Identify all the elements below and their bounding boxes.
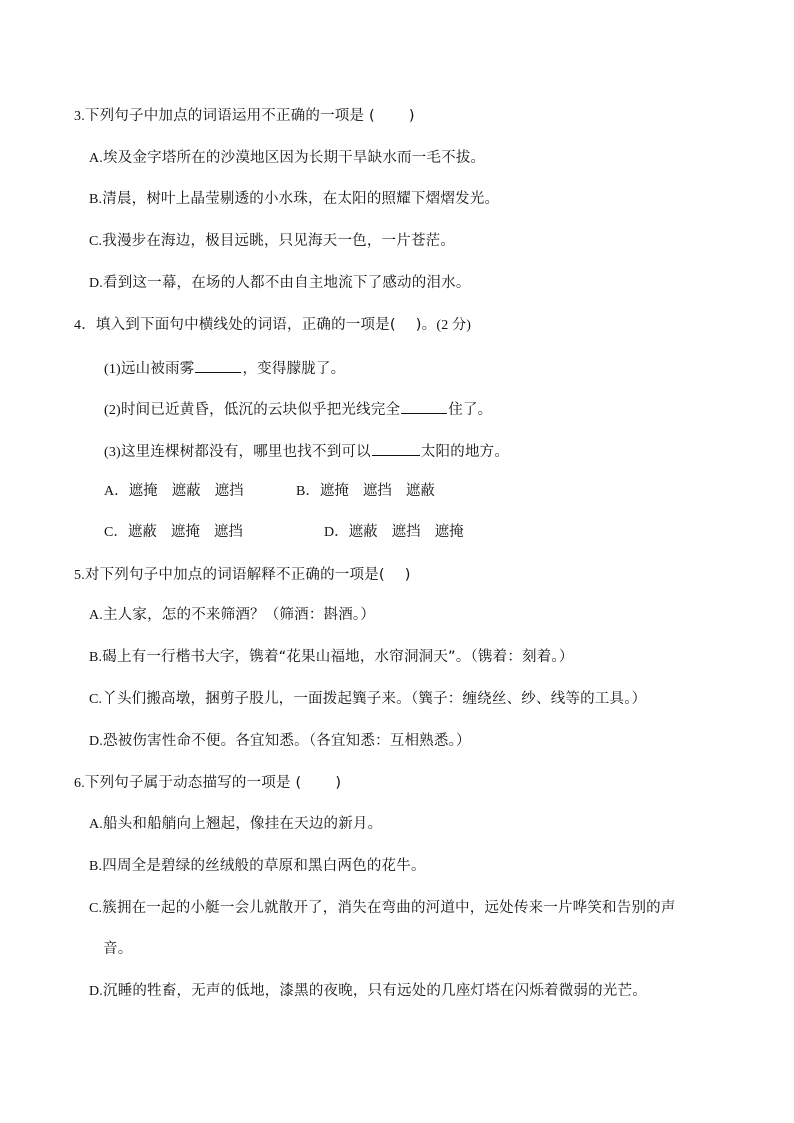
fill-blank [372,441,420,456]
q6-option-d [89,982,647,1001]
question-number: 3. [74,109,85,124]
question-text: ．填入到下面句中横线处的词语，正确的一项是( [81,317,396,333]
choice-letter: D [324,525,335,540]
option-letter: A. [89,817,104,832]
choice-word: 遮挡 [391,524,421,540]
question-text: 下列句子中加点的词语运用不正确的一项是 ( [84,108,375,124]
option-text: 看到这一幕，在场的人都不由自主地流下了感动的泪水。 [103,275,471,291]
choice-word: 遮挡 [214,483,244,499]
fill-blank [401,399,447,414]
choice-word: 遮掩 [434,524,464,540]
q4-choice-c [104,523,243,542]
choice-letter: C [104,525,114,540]
question-6-stem [74,774,341,793]
sentence-after: 住了。 [448,402,493,418]
option-letter: B. [89,192,103,207]
option-text: 埃及金字塔所在的沙漠地区因为长期干旱缺水而一毛不拔。 [103,150,486,166]
option-text: 恐被伤害性命不便。各宜知悉。（各宜知悉：互相熟悉。） [103,733,471,749]
question-text-end: ) [408,108,415,124]
question-text-end: )。 [415,317,437,333]
choice-word: 遮挡 [362,483,392,499]
q4-sentence-2 [104,399,492,420]
option-letter: B. [89,859,103,874]
question-text-end: ) [404,567,411,583]
option-text: 清晨，树叶上晶莹剔透的小水珠，在太阳的照耀下熠熠发光。 [102,191,500,207]
option-text: 主人家，怎的不来筛酒？（筛酒：斟酒。） [103,607,376,623]
choice-word: ．遮掩 [305,483,349,499]
choice-word: 遮蔽 [171,483,201,499]
option-text: 丫头们搬高墩，捆剪子股儿，一面拨起簨子来。（簨子：缠绕丝、纱、线等的工具。） [102,691,647,707]
choice-letter: A [104,484,115,499]
sentence-after: 太阳的地方。 [420,444,510,460]
choice-word: 遮挡 [213,524,243,540]
q5-option-c [89,690,646,709]
option-text: 簇拥在一起的小艇一会儿就散开了，消失在弯曲的河道中，远处传来一片哗笑和告别的声 [102,900,676,916]
q4-choice-b [296,482,435,501]
choice-word: ．遮掩 [114,483,158,499]
q5-option-d [89,732,471,751]
question-text: 下列句子属于动态描写的一项是 ( [84,775,302,791]
q3-option-b [89,190,499,209]
sentence-before: 这里连棵树都没有，哪里也找不到可以 [120,444,371,460]
option-letter: A. [89,608,104,623]
choice-word: 遮掩 [170,524,200,540]
question-text: 对下列句子中加点的词语解释不正确的一项是( [84,567,385,583]
choice-word: ．遮蔽 [334,524,378,540]
q6-option-c-continuation [103,940,132,958]
q3-option-a [89,149,485,168]
sentence-number: (1) [104,362,121,377]
option-letter: B. [89,650,103,665]
question-number: 6. [74,776,85,791]
option-text: 碣上有一行楷书大字，镌着“花果山福地，水帘洞洞天”。（镌着：刻着。） [102,649,574,665]
score-label: (2 分) [436,318,472,333]
fill-blank [195,358,241,373]
q4-sentence-3 [104,441,509,462]
q5-option-a [89,606,375,625]
option-text: 船头和船艄向上翘起，像挂在天边的新月。 [103,816,383,832]
question-text-end: ) [335,775,342,791]
sentence-before: 远山被雨雾 [120,361,195,377]
q4-choices-row-2 [0,523,794,543]
sentence-after: ，变得朦胧了。 [242,361,346,377]
q6-option-c [89,899,676,918]
option-letter: A. [89,151,104,166]
question-number: 4 [74,318,82,333]
option-text: 我漫步在海边，极目远眺，只见海天一色，一片苍茫。 [102,233,456,249]
q5-option-b [89,648,574,667]
option-letter: D. [89,984,104,999]
choice-letter: B [296,484,306,499]
q3-option-d [89,274,471,293]
choice-word: 遮蔽 [405,483,435,499]
option-letter: D. [89,734,104,749]
question-3-stem [74,107,415,126]
q4-choice-d [324,523,464,542]
option-letter: D. [89,276,104,291]
option-letter: C. [89,692,103,707]
q6-option-a [89,815,382,834]
option-letter: C. [89,901,103,916]
q3-option-c [89,232,455,251]
option-text: 音。 [103,941,133,957]
option-letter: C. [89,234,103,249]
question-number: 5. [74,568,85,583]
choice-word: ．遮蔽 [113,524,157,540]
question-4-stem [74,316,471,335]
q6-option-b [89,857,426,876]
q4-choices-row-1 [0,482,794,502]
sentence-number: (2) [104,403,121,418]
q4-choice-a [104,482,244,501]
question-5-stem [74,566,411,585]
sentence-number: (3) [104,445,121,460]
option-text: 四周全是碧绿的丝绒般的草原和黑白两色的花牛。 [102,858,426,874]
option-text: 沉睡的牲畜，无声的低地，漆黑的夜晚，只有远处的几座灯塔在闪烁着微弱的光芒。 [103,983,647,999]
q4-sentence-1 [104,358,345,379]
sentence-before: 时间已近黄昏，低沉的云块似乎把光线完全 [120,402,401,418]
